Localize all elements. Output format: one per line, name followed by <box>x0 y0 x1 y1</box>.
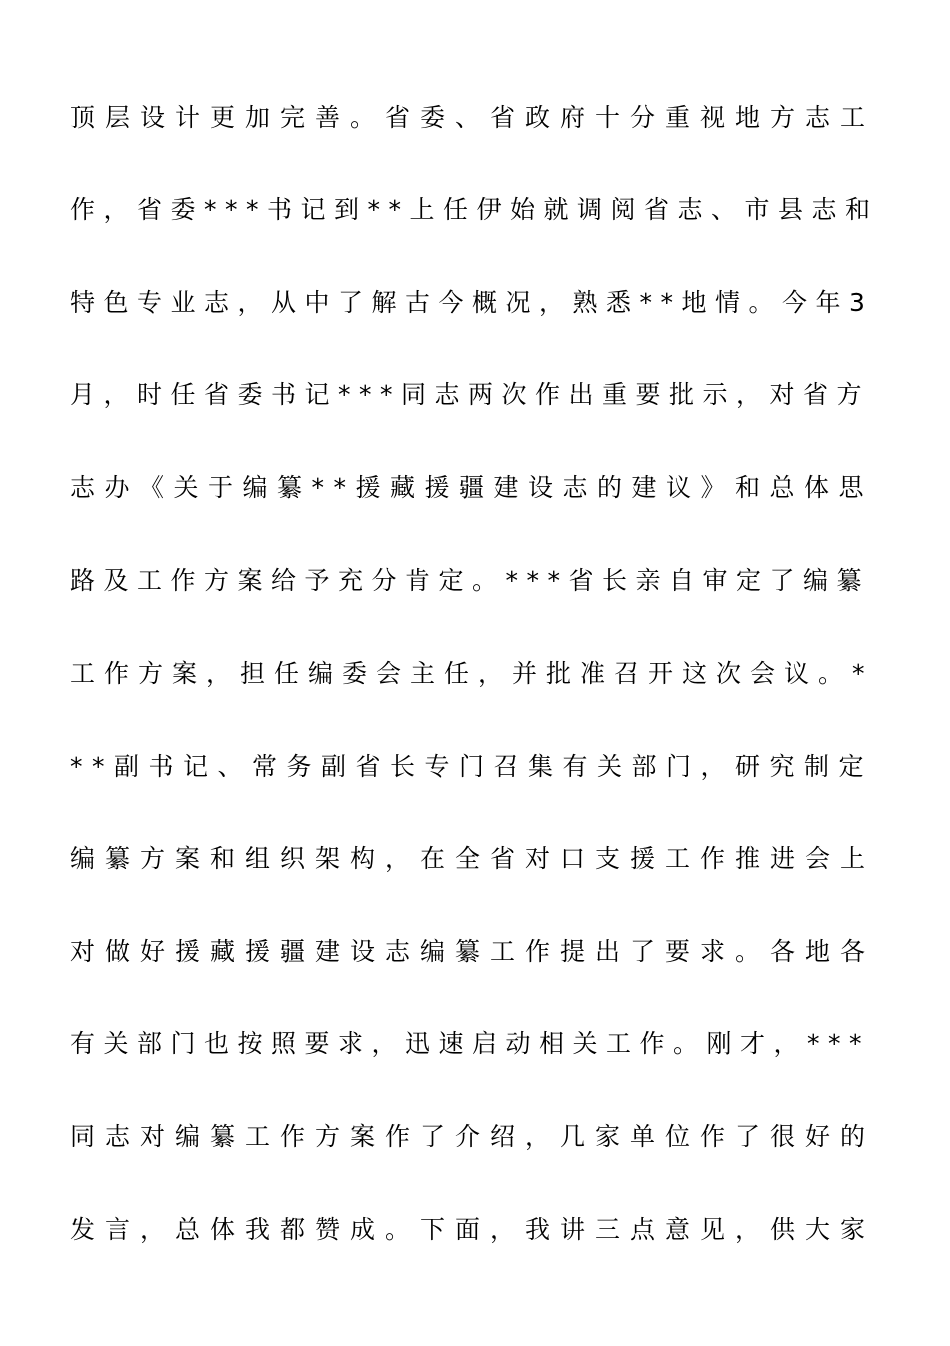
text-line: **副书记、常务副省长专门召集有关部门，研究制定 <box>70 752 874 781</box>
text-line: 有关部门也按照要求，迅速启动相关工作。刚才，*** <box>70 1029 871 1058</box>
text-line: 月，时任省委书记***同志两次作出重要批示，对省方 <box>70 380 871 409</box>
text-line: 路及工作方案给予充分肯定。***省长亲自审定了编纂 <box>70 566 871 595</box>
text-line: 工作方案，担任编委会主任，并批准召开这次会议。* <box>70 659 874 688</box>
text-line: 同志对编纂工作方案作了介绍，几家单位作了很好的 <box>70 1122 876 1151</box>
text-line: 对做好援藏援疆建设志编纂工作提出了要求。各地各 <box>70 937 876 966</box>
text-line: 发言，总体我都赞成。下面，我讲三点意见，供大家 <box>70 1215 876 1244</box>
text-line: 编纂方案和组织架构，在全省对口支援工作推进会上 <box>70 844 876 873</box>
text-line: 作，省委***书记到**上任伊始就调阅省志、市县志和 <box>70 195 879 224</box>
text-line: 特色专业志，从中了解古今概况，熟悉**地情。今年3 <box>70 288 874 317</box>
text-line: 顶层设计更加完善。省委、省政府十分重视地方志工 <box>70 103 876 132</box>
text-line: 志办《关于编纂**援藏援疆建设志的建议》和总体思 <box>70 473 874 502</box>
